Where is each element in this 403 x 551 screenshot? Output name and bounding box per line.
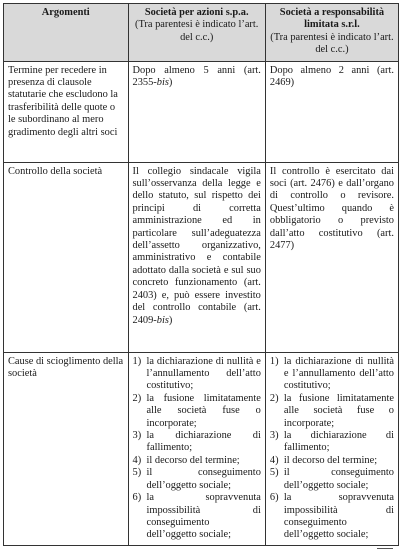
spa-cell xyxy=(128,61,265,162)
list-item-number: 6) xyxy=(269,492,279,504)
comparison-table xyxy=(3,3,399,546)
list-item-text: la dichiarazione di nullità e l’annullamento dell’atto costitutivo; xyxy=(283,355,394,392)
list-item-text: la dichiarazione di fallimento; xyxy=(146,430,261,454)
spa-text-italic: bis xyxy=(156,77,169,89)
list-item-number: 3) xyxy=(269,430,279,442)
spa-text: Dopo almeno 5 anni (art. 2355- xyxy=(132,64,261,89)
list-item xyxy=(133,455,261,467)
list-item xyxy=(133,393,261,430)
topic-cell: Cause di scioglimento della società xyxy=(4,352,129,545)
spa-dissolution-list xyxy=(133,356,261,542)
list-item xyxy=(270,393,394,430)
list-item-number: 1) xyxy=(132,355,142,367)
list-item-text: il decorso del termine; xyxy=(283,454,378,466)
spa-text-end: ) xyxy=(168,314,173,326)
list-item-text: la dichiarazione di nullità e l’annullamento dell’atto costitutivo; xyxy=(146,355,261,392)
list-item-number: 6) xyxy=(132,492,142,504)
topic-cell: Controllo della società xyxy=(4,162,129,352)
spa-cell xyxy=(128,162,265,352)
list-item-text: la sopravvenuta impossibilità di conseguimento dell’oggetto sociale; xyxy=(146,492,261,541)
list-item-text: la dichiarazione di fallimento; xyxy=(283,430,394,454)
table-row xyxy=(4,352,399,545)
list-item-number: 4) xyxy=(132,454,142,466)
list-item-text: la fusione limitatamente alle società fuse o incorporate; xyxy=(283,392,394,429)
spa-text-end: ) xyxy=(168,77,173,89)
list-item xyxy=(133,492,261,542)
list-item xyxy=(270,467,394,492)
list-item xyxy=(270,455,394,467)
list-item xyxy=(133,430,261,455)
list-item-number: 5) xyxy=(269,467,279,479)
header-spa-title: Società per azioni s.p.a. xyxy=(144,7,249,18)
srl-dissolution-list xyxy=(270,356,394,542)
srl-cell: Dopo almeno 2 anni (art. 2469) xyxy=(265,61,398,162)
table-row xyxy=(4,162,399,352)
spa-text-italic: bis xyxy=(156,314,169,326)
list-item xyxy=(270,430,394,455)
list-item xyxy=(133,356,261,393)
list-item-number: 5) xyxy=(132,467,142,479)
table-header xyxy=(4,4,399,62)
header-srl-title: Società a responsabilità limitata s.r.l. xyxy=(279,7,385,31)
table-row xyxy=(4,61,399,162)
srl-cell xyxy=(265,352,398,545)
topic-cell: Termine per recedere in presenza di clausole statutarie che escludono la trasferibilità delle quote o le subordinano al mero gradimento degli altri soci xyxy=(4,61,129,162)
list-item xyxy=(270,492,394,542)
list-item-number: 3) xyxy=(132,430,142,442)
list-item-text: il conseguimento dell’oggetto sociale; xyxy=(146,467,261,491)
list-item-text: il conseguimento dell’oggetto sociale; xyxy=(283,467,394,491)
list-item-number: 2) xyxy=(132,392,142,404)
list-item-text: la sopravvenuta impossibilità di conseguimento dell’oggetto sociale; xyxy=(283,492,394,541)
list-item-number: 2) xyxy=(269,392,279,404)
srl-cell: Il controllo è esercitato dai soci (art. 2476) e dall’organo di controllo o revisore. Quest’ultimo quando è obbligatorio o previsto dall’atto costitutivo (art. 2477) xyxy=(265,162,398,352)
list-item-text: la fusione limitatamente alle società fuse o incorporate; xyxy=(146,392,261,429)
header-spa xyxy=(128,4,265,62)
header-srl-note: (Tra parentesi è indicato l’art. del c.c.) xyxy=(270,31,394,56)
header-spa-note: (Tra parentesi è indicato l’art. del c.c.) xyxy=(134,19,259,43)
list-item xyxy=(133,467,261,492)
spa-cell xyxy=(128,352,265,545)
list-item-number: 1) xyxy=(269,355,279,367)
header-srl xyxy=(265,4,398,62)
list-item-number: 4) xyxy=(269,454,279,466)
header-topics-title: Argomenti xyxy=(41,7,90,18)
list-item xyxy=(270,356,394,393)
header-topics xyxy=(4,4,129,62)
spa-text: Il collegio sindacale vigila sull’osservanza della legge e dello statuto, sul rispetto dei principi di corretta amministrazione ed in particolare sull’adeguatezza dell’assetto organizzativo, amministrativo e contabile adottato dalla società e sul suo concreto funzionamento (art. 2403) e, può essere investito del controllo contabile (art. 2409- xyxy=(132,165,261,326)
list-item-text: il decorso del termine; xyxy=(146,454,240,466)
